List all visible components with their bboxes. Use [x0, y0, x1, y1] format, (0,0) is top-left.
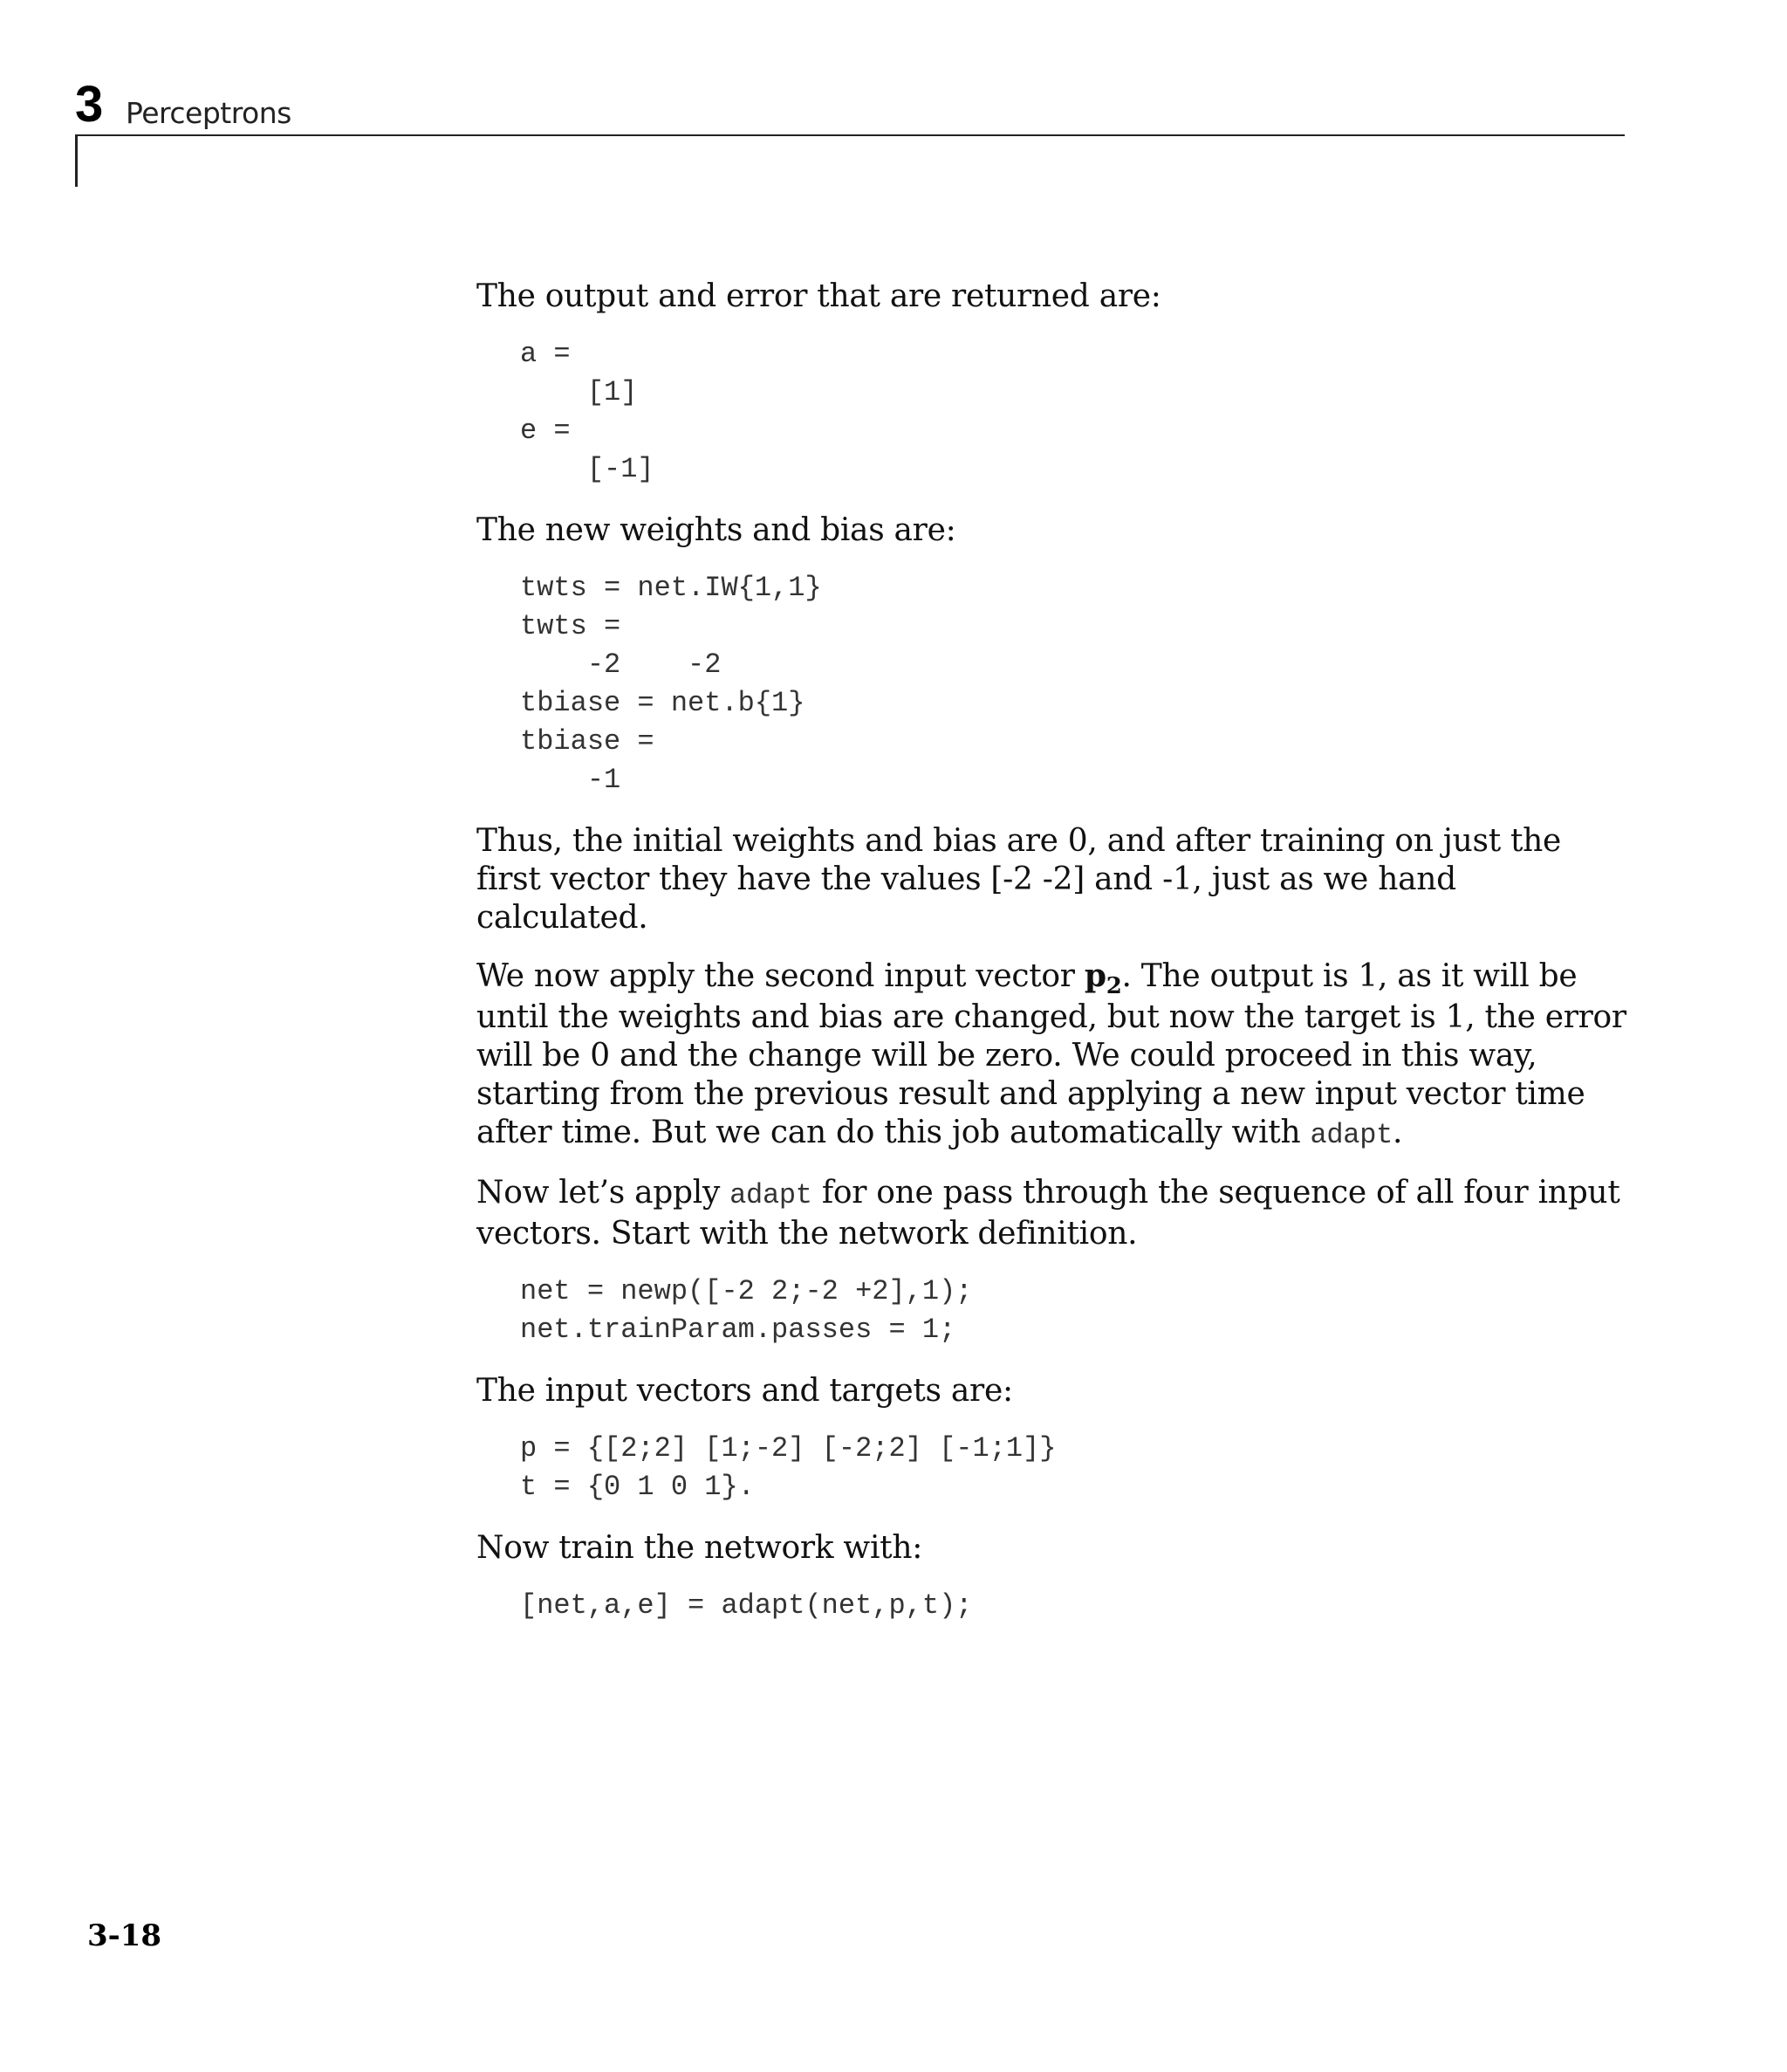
page-content — [476, 278, 1628, 1648]
code-block-inputs-targets: p = {[2;2] [1;-2] [-2;2] [-1;1]} t = {0 1 0 1}. — [520, 1432, 1057, 1503]
paragraph-input-vectors: The input vectors and targets are: — [476, 1373, 1013, 1409]
paragraph-second-input-text-2: . The output is 1, as it will be until the weights and bias are changed, but now the target is 1, the error will be 0 and the change will be zero. We could proceed in this way, starting from the previous result and applying a new input vector time after time. But we can do this job automatically with — [476, 958, 1626, 1150]
code-block-adapt-call: [net,a,e] = adapt(net,p,t); — [520, 1589, 973, 1622]
chapter-number: 3 — [75, 76, 104, 133]
paragraph-train-network: Now train the network with: — [476, 1530, 923, 1566]
paragraph-initial-weights: Thus, the initial weights and bias are 0, and after training on just the first vector they have the values [-2 -2] and -1, just as we hand calculated. — [476, 823, 1562, 936]
inline-code-adapt: adapt — [729, 1179, 812, 1211]
header-tick — [75, 134, 78, 187]
vector-p: p — [1084, 957, 1106, 994]
code-block-output-error: a = [1] e = [-1] — [520, 338, 654, 485]
paragraph-apply-adapt-text-1: Now let’s apply — [476, 1175, 730, 1211]
header-rule — [75, 134, 1625, 136]
chapter-title: Perceptrons — [126, 96, 291, 130]
paragraph-second-input-text-1: We now apply the second input vector — [476, 958, 1085, 994]
code-block-network-definition: net = newp([-2 2;-2 +2],1); net.trainParam.passes = 1; — [520, 1275, 973, 1346]
paragraph-apply-adapt — [476, 1174, 1628, 1253]
page-number: 3-18 — [87, 1918, 162, 1953]
paragraph-second-input-end: . — [1393, 1115, 1403, 1150]
vector-subscript: 2 — [1106, 973, 1122, 999]
chapter-header — [75, 77, 1625, 138]
paragraph-apply-adapt-text-2: for one pass through the sequence of all four input vectors. Start with the network definition. — [476, 1175, 1620, 1252]
paragraph-second-input — [476, 957, 1628, 1155]
inline-code-adapt: adapt — [1310, 1119, 1393, 1151]
paragraph-output-error: The output and error that are returned are: — [476, 278, 1161, 314]
paragraph-new-weights: The new weights and bias are: — [476, 512, 956, 548]
code-block-weights-bias: twts = net.IW{1,1} twts = -2 -2 tbiase = net.b{1} tbiase = -1 — [520, 572, 822, 796]
